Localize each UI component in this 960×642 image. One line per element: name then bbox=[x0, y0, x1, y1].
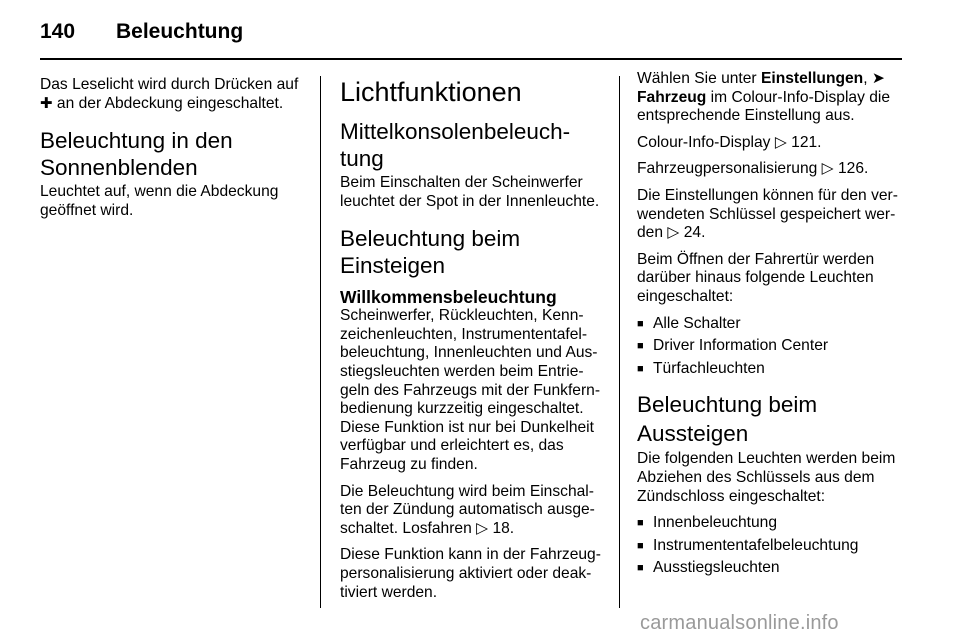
key-settings-text-body: Die Einstellungen können für den ver-wendeten Schlüssel gespeichert wer-den bbox=[637, 186, 898, 242]
settings-instruction-part1: Wählen Sie unter bbox=[637, 70, 757, 87]
header-rule bbox=[40, 58, 902, 60]
auto-off-text bbox=[340, 483, 604, 539]
watermark: carmanualsonline.info bbox=[640, 612, 839, 634]
list-item: ■ Innenbeleuchtung bbox=[637, 514, 902, 533]
page-ref-arrow-icon: ▷ bbox=[821, 160, 834, 178]
sun-visor-text: Leuchtet auf, wenn die Abdeckung geöffnet wird. bbox=[40, 183, 279, 219]
sun-visor-heading: Beleuchtung in den Sonnenblenden bbox=[40, 128, 233, 181]
list-item: ■ Alle Schalter bbox=[637, 315, 902, 334]
reading-light-text-part2: an der Abdeckung eingeschaltet. bbox=[56, 94, 284, 112]
cid-reference bbox=[637, 134, 902, 153]
vehicle-menu-label: Fahrzeug bbox=[637, 88, 707, 106]
column-divider-2 bbox=[619, 76, 620, 608]
personalisation-text: Diese Funktion kann in der Fahrzeug-personalisierung aktiviert oder deak-tiviert werden. bbox=[340, 546, 601, 601]
personalisation-reference bbox=[637, 160, 902, 179]
page-header bbox=[40, 20, 900, 52]
list-item: ■ Instrumententafelbeleuchtung bbox=[637, 537, 902, 556]
reading-light-text bbox=[40, 76, 306, 113]
menu-arrow-icon: ➤ bbox=[871, 70, 885, 87]
plus-icon: ✚ bbox=[40, 94, 53, 112]
personalisation-reference-text: Fahrzeugpersonalisierung bbox=[637, 160, 818, 178]
page-ref-arrow-icon: ▷ bbox=[476, 519, 489, 537]
reading-light-text-part1: Das Leselicht wird durch Drücken auf bbox=[40, 76, 299, 93]
page-ref-18: 18. bbox=[492, 519, 515, 537]
key-settings-text bbox=[637, 187, 902, 243]
console-light-heading: Mittelkonsolenbeleuch-tung bbox=[340, 119, 571, 171]
exit-light-heading: Beleuchtung beim Aussteigen bbox=[637, 392, 818, 447]
welcome-light-text: Scheinwerfer, Rückleuchten, Kenn-zeichenleuchten, Instrumententafel-beleuchtung, Innenleuchten und Aus-stiegsleuchten werden beim Entrie-geln des Fahrzeugs mit der Funkfern-bedienung kurzzeitig eingeschaltet. Diese Funktion ist nur bei Dunkelheit verfügbar und erleichtert es, das Fahrzeug zu finden. bbox=[340, 307, 601, 473]
driver-door-list bbox=[637, 315, 902, 379]
page-ref-24: 24. bbox=[683, 224, 706, 242]
page-number: 140 bbox=[40, 20, 76, 43]
exit-light-text: Die folgenden Leuchten werden beim Abziehen des Schlüssels aus dem Zündschloss eingeschaltet: bbox=[637, 450, 896, 505]
list-item: ■ Ausstiegsleuchten bbox=[637, 559, 902, 578]
list-item: ■ Türfachleuchten bbox=[637, 360, 902, 379]
list-item: ■ Driver Information Center bbox=[637, 337, 902, 356]
settings-instruction: Wählen Sie unter Einstellungen, ➤ Fahrzeug im Colour-Info-Display die entsprechende Einstellung aus. bbox=[637, 70, 891, 125]
settings-instruction-part2: im Colour-Info-Display die entsprechende Einstellung aus. bbox=[637, 88, 891, 125]
column-1 bbox=[40, 76, 306, 228]
welcome-light-heading: Willkommensbeleuchtung bbox=[340, 287, 557, 308]
settings-menu-label: Einstellungen bbox=[760, 70, 864, 87]
page-title: Beleuchtung bbox=[116, 20, 244, 43]
page-ref-arrow-icon: ▷ bbox=[774, 133, 787, 151]
column-divider-1 bbox=[320, 76, 321, 608]
entry-light-heading: Beleuchtung beim Einsteigen bbox=[340, 226, 521, 279]
exit-light-list bbox=[637, 514, 902, 578]
cid-reference-text: Colour-Info-Display bbox=[637, 133, 771, 151]
column-2 bbox=[340, 76, 604, 610]
console-light-text: Beim Einschalten der Scheinwerfer leuchtet der Spot in der Innenleuchte. bbox=[340, 174, 600, 210]
section-heading-light-functions: Lichtfunktionen bbox=[340, 77, 522, 107]
auto-off-text-body: Die Beleuchtung wird beim Einschal-ten der Zündung automatisch ausge-schaltet. Losfahren bbox=[340, 482, 595, 537]
column-3 bbox=[637, 70, 902, 586]
page-ref-126: 126. bbox=[838, 160, 869, 178]
driver-door-text: Beim Öffnen der Fahrertür werden darüber hinaus folgende Leuchten eingeschaltet: bbox=[637, 250, 875, 305]
page-ref-arrow-icon: ▷ bbox=[667, 224, 680, 242]
page-ref-121: 121. bbox=[791, 133, 822, 151]
